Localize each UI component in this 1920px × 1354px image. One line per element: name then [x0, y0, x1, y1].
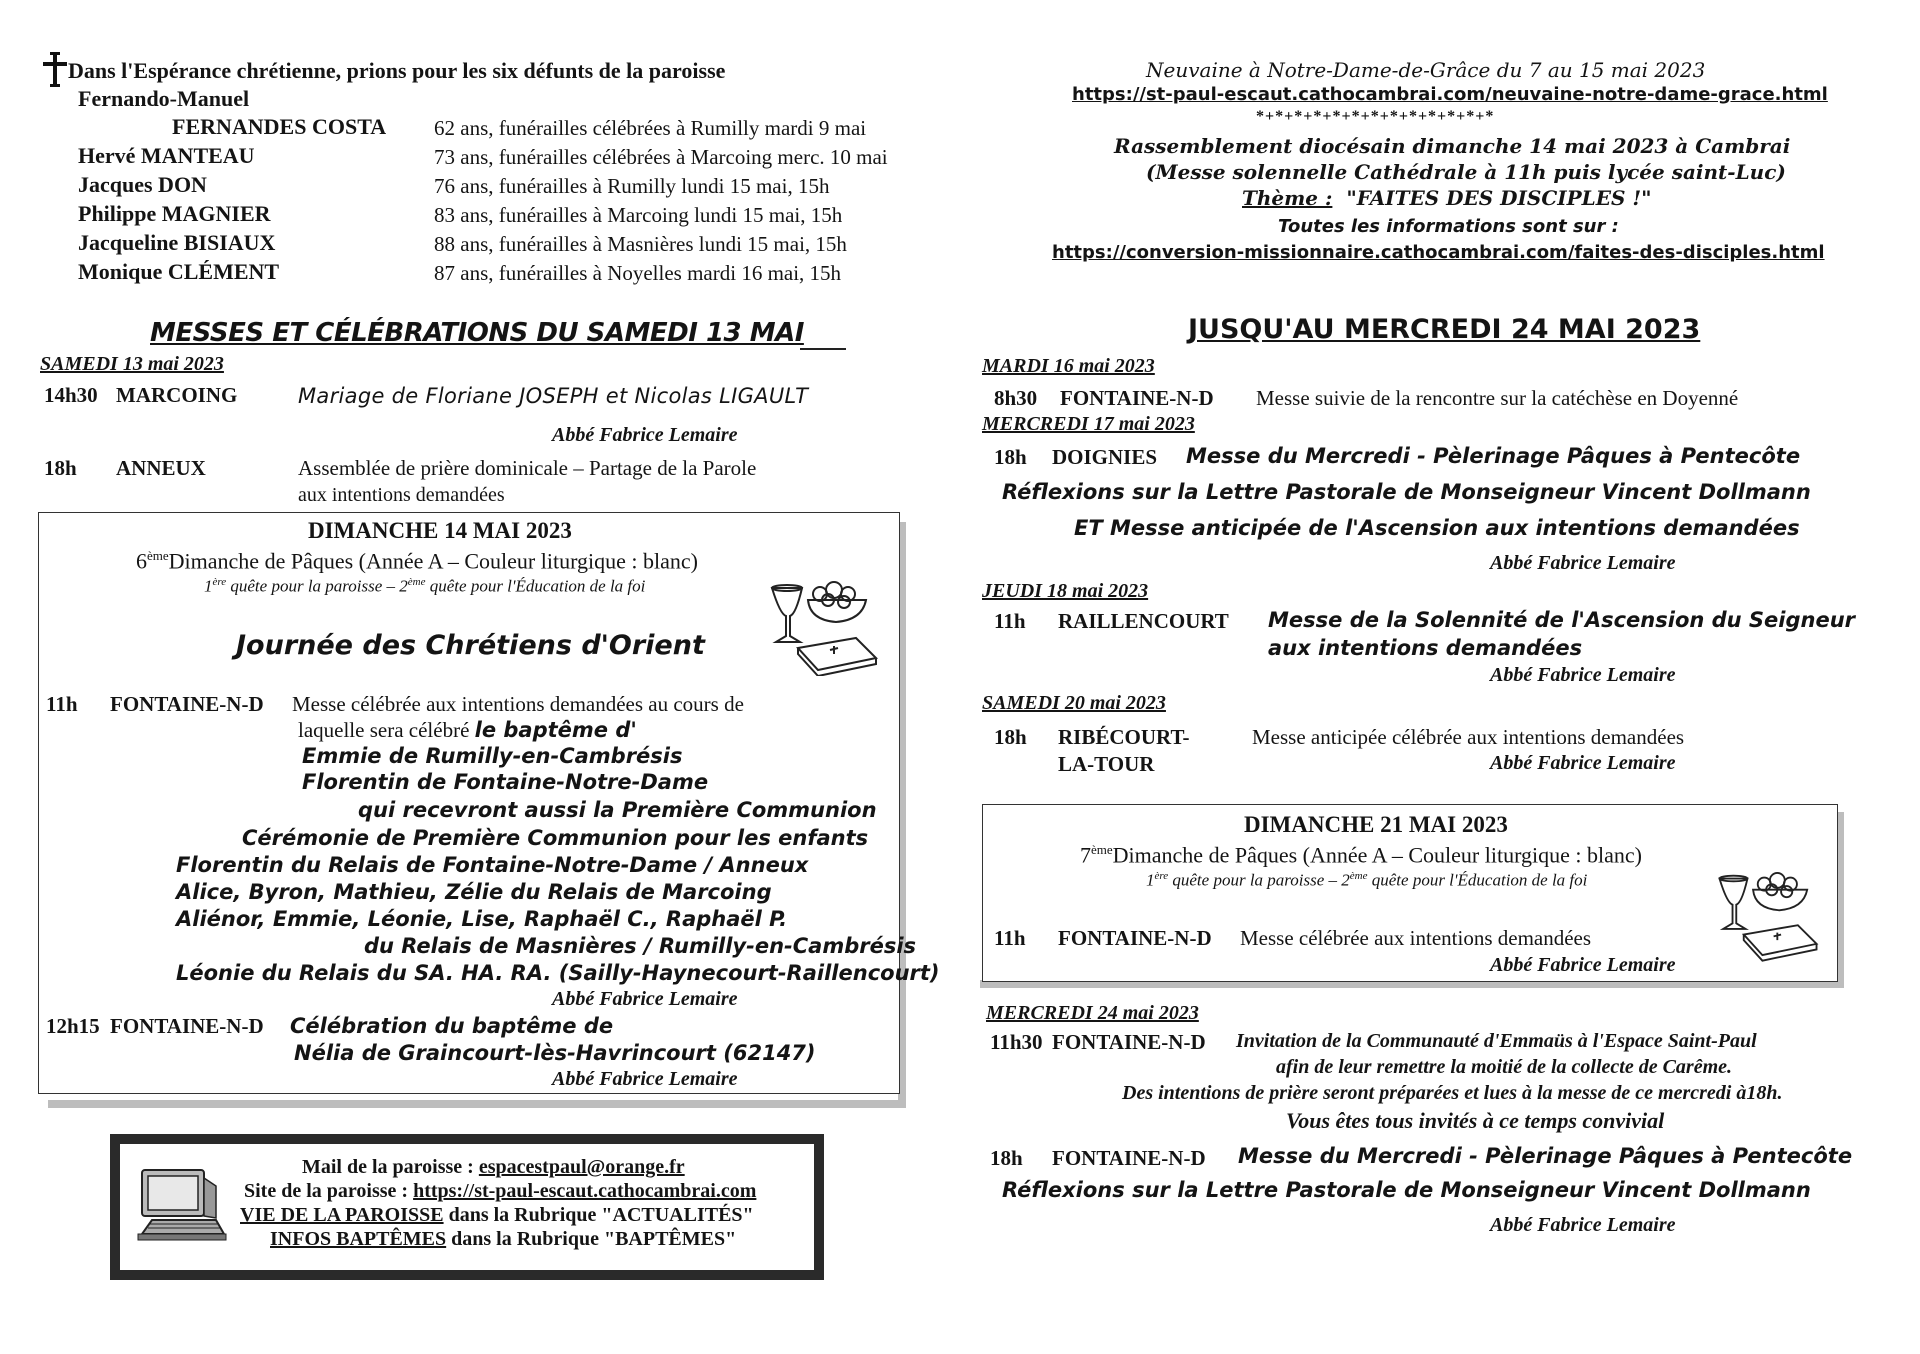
event-time: 11h	[46, 692, 78, 716]
event-time: 11h	[994, 609, 1026, 633]
event-desc: afin de leur remettre la moitié de la collecte de Carême.	[1276, 1056, 1733, 1078]
contact-mail: Mail de la paroisse : espacestpaul@orange.fr	[302, 1156, 685, 1178]
box-shadow	[48, 1100, 906, 1108]
defunt-name: FERNANDES COSTA	[172, 114, 387, 139]
event-place: ANNEUX	[116, 456, 206, 480]
defunt-name: Fernando-Manuel	[78, 86, 250, 111]
stars-divider: *+*+*+*+*+*+*+*+*+*+*+*+*	[1256, 108, 1495, 125]
box-title: DIMANCHE 14 MAI 2023	[308, 518, 572, 543]
infos-link[interactable]: https://conversion-missionnaire.cathocambrai.com/faites-des-disciples.html	[1052, 242, 1825, 263]
event-desc: Assemblée de prière dominicale – Partage de la Parole	[298, 456, 757, 480]
defunt-name: Hervé MANTEAU	[78, 143, 255, 168]
priest: Abbé Fabrice Lemaire	[1490, 1214, 1676, 1236]
defunt-info: 87 ans, funérailles à Noyelles mardi 16 mai, 15h	[434, 261, 842, 285]
event-time: 18h	[990, 1146, 1023, 1170]
event-place: LA-TOUR	[1058, 752, 1155, 776]
event-time: 14h30	[44, 383, 98, 407]
section-title-left: MESSES ET CÉLÉBRATIONS DU SAMEDI 13 MAI	[150, 318, 804, 348]
priest: Abbé Fabrice Lemaire	[1490, 552, 1676, 574]
computer-icon	[132, 1168, 228, 1244]
defunt-name: Philippe MAGNIER	[78, 201, 271, 226]
event-time: 18h	[44, 456, 77, 480]
neuvaine-link[interactable]: https://st-paul-escaut.cathocambrai.com/neuvaine-notre-dame-grace.html	[1072, 84, 1828, 105]
event-desc: Léonie du Relais du SA. HA. RA. (Sailly-Haynecourt-Raillencourt)	[176, 961, 940, 985]
mail-link[interactable]: espacestpaul@orange.fr	[478, 1156, 685, 1178]
chalice-bread-bible-icon	[1712, 866, 1824, 962]
date-heading: MARDI 16 mai 2023	[982, 355, 1155, 377]
priest: Abbé Fabrice Lemaire	[552, 988, 738, 1010]
event-place: FONTAINE-N-D	[110, 692, 264, 716]
event-desc: Messe de la Solennité de l'Ascension du Seigneur	[1268, 608, 1856, 632]
event-desc: Vous êtes tous invités à ce temps convivial	[1286, 1108, 1665, 1133]
event-place: FONTAINE-N-D	[1058, 926, 1212, 950]
event-desc: Réflexions sur la Lettre Pastorale de Monseigneur Vincent Dollmann	[1002, 480, 1811, 504]
event-desc: Messe anticipée célébrée aux intentions demandées	[1252, 725, 1685, 749]
event-desc: Alice, Byron, Mathieu, Zélie du Relais de Marcoing	[176, 880, 772, 904]
event-desc: Aliénor, Emmie, Léonie, Lise, Raphaël C., Raphaël P.	[176, 907, 788, 931]
event-desc: aux intentions demandées	[1268, 636, 1583, 660]
infos-label: Toutes les informations sont sur :	[1278, 216, 1619, 237]
event-time: 12h15	[46, 1014, 100, 1038]
event-desc: Florentin du Relais de Fontaine-Notre-Dame / Anneux	[176, 853, 809, 877]
event-place: RAILLENCOURT	[1058, 609, 1229, 633]
site-link[interactable]: https://st-paul-escaut.cathocambrai.com	[413, 1180, 757, 1202]
priest: Abbé Fabrice Lemaire	[1490, 752, 1676, 774]
event-desc: du Relais de Masnières / Rumilly-en-Cambrésis	[364, 934, 917, 958]
date-heading: MERCREDI 24 mai 2023	[986, 1002, 1199, 1024]
event-desc: Des intentions de prière seront préparées et lues à la messe de ce mercredi à18h.	[1122, 1082, 1783, 1104]
event-desc: Emmie de Rumilly-en-Cambrésis	[302, 744, 683, 768]
event-desc: Messe célébrée aux intentions demandées au cours de	[292, 692, 744, 716]
journee-title: Journée des Chrétiens d'Orient	[236, 630, 705, 661]
event-desc: Nélia de Graincourt-lès-Havrincourt (62147)	[294, 1041, 816, 1065]
event-desc: Messe du Mercredi - Pèlerinage Pâques à Pentecôte	[1186, 444, 1801, 468]
section-title-right: JUSQU'AU MERCREDI 24 MAI 2023	[1188, 314, 1701, 345]
defunt-info: 76 ans, funérailles à Rumilly lundi 15 mai, 15h	[434, 174, 830, 198]
contact-site: Site de la paroisse : https://st-paul-escaut.cathocambrai.com	[244, 1180, 757, 1202]
defunt-info: 88 ans, funérailles à Masnières lundi 15 mai, 15h	[434, 232, 847, 256]
event-desc: Mariage de Floriane JOSEPH et Nicolas LIGAULT	[298, 384, 809, 408]
event-time: 11h	[994, 926, 1026, 950]
title-underline-ext	[800, 348, 846, 350]
event-desc: qui recevront aussi la Première Communion	[358, 798, 877, 822]
quetes: 1ère quête pour la paroisse – 2ème quête pour l'Éducation de la foi	[1146, 870, 1588, 890]
priest: Abbé Fabrice Lemaire	[552, 1068, 738, 1090]
contact-infos: INFOS BAPTÊMES dans la Rubrique "BAPTÊMES"	[270, 1228, 737, 1250]
defunt-info: 62 ans, funérailles célébrées à Rumilly mardi 9 mai	[434, 116, 867, 140]
chalice-bread-bible-icon	[764, 576, 884, 676]
messe-solennelle: (Messe solennelle Cathédrale à 11h puis lycée saint-Luc)	[1146, 160, 1786, 184]
priest: Abbé Fabrice Lemaire	[552, 424, 738, 446]
rassemblement: Rassemblement diocésain dimanche 14 mai 2023 à Cambrai	[1114, 134, 1791, 158]
priest: Abbé Fabrice Lemaire	[1490, 954, 1676, 976]
date-heading: SAMEDI 13 mai 2023	[40, 353, 224, 375]
event-desc: Messe suivie de la rencontre sur la catéchèse en Doyenné	[1256, 386, 1739, 410]
box-title: DIMANCHE 21 MAI 2023	[1244, 812, 1508, 837]
event-place: DOIGNIES	[1052, 445, 1158, 469]
event-place: FONTAINE-N-D	[1060, 386, 1214, 410]
defunt-info: 83 ans, funérailles à Marcoing lundi 15 mai, 15h	[434, 203, 843, 227]
defunt-name: Jacqueline BISIAUX	[78, 230, 276, 255]
date-heading: SAMEDI 20 mai 2023	[982, 692, 1166, 714]
event-place: RIBÉCOURT-	[1058, 725, 1190, 749]
event-desc: Cérémonie de Première Communion pour les enfants	[242, 826, 869, 850]
event-place: FONTAINE-N-D	[1052, 1146, 1206, 1170]
event-time: 18h	[994, 725, 1027, 749]
date-heading: JEUDI 18 mai 2023	[982, 580, 1149, 602]
defunt-info: 73 ans, funérailles célébrées à Marcoing merc. 10 mai	[434, 145, 888, 169]
date-heading: MERCREDI 17 mai 2023	[982, 413, 1195, 435]
event-desc: Messe du Mercredi - Pèlerinage Pâques à Pentecôte	[1238, 1144, 1853, 1168]
theme: Thème : "FAITES DES DISCIPLES !"	[1242, 186, 1652, 210]
defunts-intro: Dans l'Espérance chrétienne, prions pour les six défunts de la paroisse	[68, 58, 726, 83]
event-desc: Réflexions sur la Lettre Pastorale de Monseigneur Vincent Dollmann	[1002, 1178, 1811, 1202]
event-desc: ET Messe anticipée de l'Ascension aux intentions demandées	[1074, 516, 1800, 540]
defunt-name: Monique CLÉMENT	[78, 259, 280, 284]
quetes: 1ère quête pour la paroisse – 2ème quête pour l'Éducation de la foi	[204, 576, 646, 596]
defunt-name: Jacques DON	[78, 172, 207, 197]
event-time: 8h30	[994, 386, 1038, 410]
cross-icon	[40, 52, 70, 88]
event-time: 18h	[994, 445, 1027, 469]
event-place: MARCOING	[116, 383, 238, 407]
event-desc: aux intentions demandées	[298, 484, 505, 506]
event-desc: Célébration du baptême de	[290, 1014, 614, 1038]
priest: Abbé Fabrice Lemaire	[1490, 664, 1676, 686]
event-desc: Messe célébrée aux intentions demandées	[1240, 926, 1592, 950]
event-place: FONTAINE-N-D	[110, 1014, 264, 1038]
event-time: 11h30	[990, 1030, 1043, 1054]
event-desc: Invitation de la Communauté d'Emmaüs à l'Espace Saint-Paul	[1236, 1030, 1757, 1052]
event-desc: laquelle sera célébré le baptême d'	[298, 718, 637, 742]
box-subtitle: 6èmeDimanche de Pâques (Année A – Couleur liturgique : blanc)	[136, 548, 698, 574]
event-place: FONTAINE-N-D	[1052, 1030, 1206, 1054]
event-desc: Florentin de Fontaine-Notre-Dame	[302, 770, 709, 794]
neuvaine: Neuvaine à Notre-Dame-de-Grâce du 7 au 15 mai 2023	[1146, 58, 1706, 82]
contact-vie: VIE DE LA PAROISSE dans la Rubrique "ACTUALITÉS"	[240, 1204, 754, 1226]
box-subtitle: 7èmeDimanche de Pâques (Année A – Couleur liturgique : blanc)	[1080, 842, 1642, 868]
